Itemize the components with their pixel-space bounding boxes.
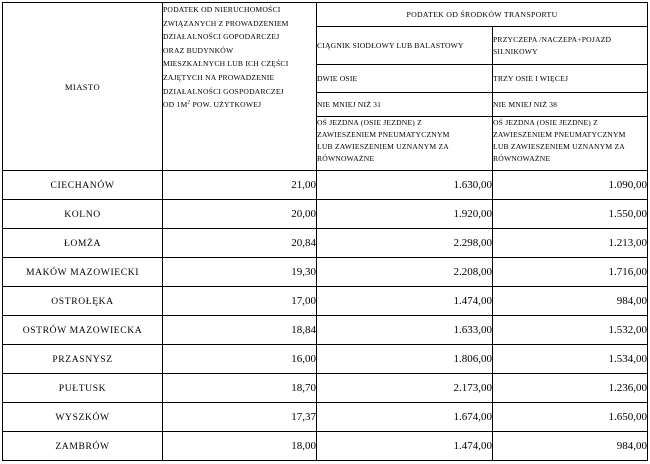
tractor-tax-cell: 1.806,00 [317, 345, 493, 374]
property-tax-cell: 19,30 [163, 258, 317, 287]
suspension-line: RÓWNOWAŻNE [493, 154, 551, 163]
city-cell: OSTROŁĘKA [3, 287, 163, 316]
tractor-axles-header: DWIE OSIE [317, 65, 493, 93]
city-cell: KOLNO [3, 200, 163, 229]
tractor-suspension-header [317, 117, 493, 171]
property-tax-cell: 17,37 [163, 403, 317, 432]
property-tax-cell: 20,84 [163, 229, 317, 258]
property-tax-cell: 16,00 [163, 345, 317, 374]
suspension-line: OŚ JEZDNA (OSIE JEZDNE) Z [317, 118, 422, 127]
property-tax-line: DZIAŁALNOŚCI GOSPODARCZEJ [163, 86, 284, 96]
city-cell: MAKÓW MAZOWIECKI [3, 258, 163, 287]
trailer-tax-cell: 1.716,00 [493, 258, 648, 287]
tractor-tax-cell: 1.920,00 [317, 200, 493, 229]
property-tax-cell: 18,00 [163, 432, 317, 461]
suspension-line: OŚ JEZDNA (OSIE JEZDNE) Z [493, 118, 598, 127]
suspension-line: LUB ZAWIESZENIEM UZNANYM ZA [317, 142, 449, 151]
property-tax-line: ZWIĄZANYCH Z PROWADZENIEM [163, 18, 289, 28]
property-tax-line: DZIAŁALNOŚCI GOPODARCZEJ [163, 32, 280, 42]
property-tax-line: PODATEK OD NIERUCHOMOŚCI [163, 5, 281, 14]
table-row [3, 374, 648, 403]
property-tax-line: ZAJĘTYCH NA PROWADZENIE [163, 72, 275, 82]
tractor-tax-cell: 1.674,00 [317, 403, 493, 432]
property-tax-line: ORAZ BUDYNKÓW [163, 45, 234, 55]
tractor-tax-cell: 2.173,00 [317, 374, 493, 403]
area-unit-exponent: 2 [187, 99, 191, 106]
transport-tax-group-header: PODATEK OD ŚRODKÓW TRANSPORTU [317, 3, 648, 27]
suspension-line: ZAWIESZENIEM PNEUMATYCZNYM [493, 130, 626, 139]
city-cell: PRZASNYSZ [3, 345, 163, 374]
tractor-tax-cell: 2.298,00 [317, 229, 493, 258]
city-cell: ŁOMŻA [3, 229, 163, 258]
suspension-line: RÓWNOWAŻNE [317, 154, 375, 163]
property-tax-unit-prefix: OD 1M [163, 100, 188, 110]
trailer-tax-cell: 1.534,00 [493, 345, 648, 374]
trailer-tax-cell: 1.213,00 [493, 229, 648, 258]
table-body [3, 171, 648, 461]
table-row [3, 316, 648, 345]
table-row [3, 171, 648, 200]
city-cell: ZAMBRÓW [3, 432, 163, 461]
trailer-vehicle-line: PRZYCZEPA /NACZEPA+POJAZD [493, 34, 612, 44]
property-tax-cell: 17,00 [163, 287, 317, 316]
property-tax-unit: POW. UŻYTKOWEJ [190, 100, 262, 110]
table-row [3, 287, 648, 316]
property-tax-line: MIESZKALNYCH LUB ICH CZĘŚCI [163, 59, 289, 69]
trailer-suspension-header [493, 117, 648, 171]
suspension-line: ZAWIESZENIEM PNEUMATYCZNYM [317, 130, 450, 139]
table-row [3, 432, 648, 461]
tractor-tax-cell: 1.630,00 [317, 171, 493, 200]
tractor-tax-cell: 1.474,00 [317, 287, 493, 316]
table-header [3, 3, 648, 171]
trailer-weight-header: NIE MNIEJ NIŻ 38 [493, 93, 648, 117]
tractor-tax-cell: 1.474,00 [317, 432, 493, 461]
property-tax-cell: 18,84 [163, 316, 317, 345]
property-tax-cell: 18,70 [163, 374, 317, 403]
city-cell: CIECHANÓW [3, 171, 163, 200]
table-row [3, 403, 648, 432]
trailer-vehicle-line: SILNIKOWY [493, 46, 538, 56]
trailer-tax-cell: 1.532,00 [493, 316, 648, 345]
tractor-tax-cell: 1.633,00 [317, 316, 493, 345]
table-row [3, 345, 648, 374]
city-cell: WYSZKÓW [3, 403, 163, 432]
city-cell: OSTRÓW MAZOWIECKA [3, 316, 163, 345]
property-tax-column-header [163, 3, 317, 171]
table-row [3, 229, 648, 258]
trailer-tax-cell: 1.550,00 [493, 200, 648, 229]
table-row [3, 200, 648, 229]
trailer-vehicle-header [493, 27, 648, 65]
city-cell: PUŁTUSK [3, 374, 163, 403]
property-tax-cell: 20,00 [163, 200, 317, 229]
trailer-tax-cell: 1.090,00 [493, 171, 648, 200]
trailer-tax-cell: 984,00 [493, 432, 648, 461]
trailer-axles-header: TRZY OSIE I WIĘCEJ [493, 65, 648, 93]
tractor-weight-header: NIE MNIEJ NIŻ 31 [317, 93, 493, 117]
table-row [3, 258, 648, 287]
tractor-vehicle-header: CIĄGNIK SIODŁOWY LUB BALASTOWY [317, 27, 493, 65]
trailer-tax-cell: 1.650,00 [493, 403, 648, 432]
suspension-line: LUB ZAWIESZENIEM UZNANYM ZA [493, 142, 625, 151]
tax-rates-table [2, 2, 648, 461]
trailer-tax-cell: 984,00 [493, 287, 648, 316]
tractor-tax-cell: 2.208,00 [317, 258, 493, 287]
header-row-1 [3, 3, 648, 27]
property-tax-cell: 21,00 [163, 171, 317, 200]
city-column-header: MIASTO [3, 3, 163, 171]
tax-rates-document [2, 2, 647, 461]
trailer-tax-cell: 1.236,00 [493, 374, 648, 403]
